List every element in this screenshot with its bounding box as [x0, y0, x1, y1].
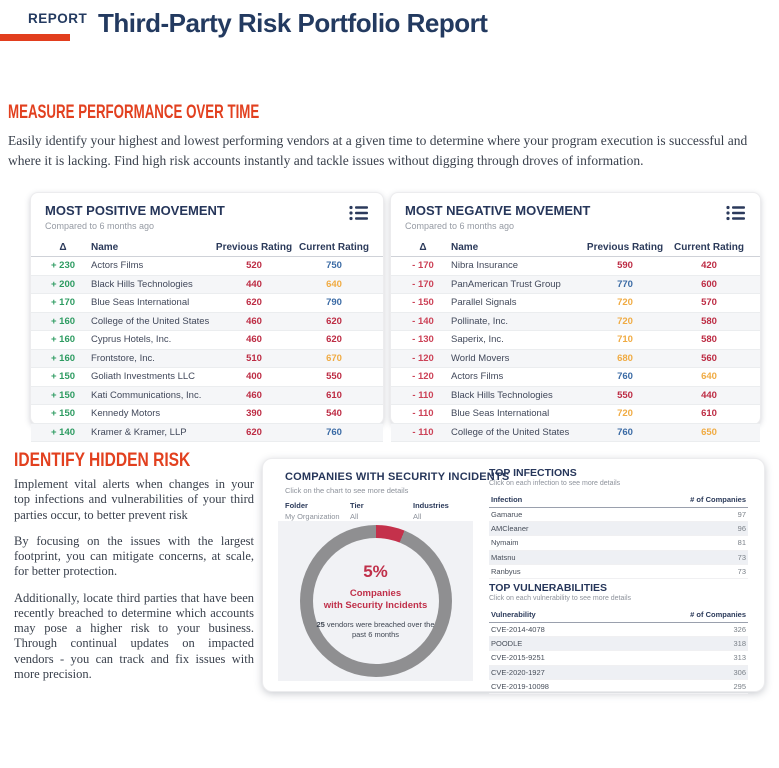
vendor-name: Blue Seas International	[451, 408, 550, 420]
section-heading-identify-hidden-risk: IDENTIFY HIDDEN RISK	[14, 450, 191, 471]
movement-row	[391, 405, 760, 424]
column-delta: Δ	[419, 241, 427, 253]
vendor-name: College of the United States	[91, 315, 210, 327]
delta-value: + 230	[50, 260, 76, 272]
vendor-name: Parallel Signals	[451, 297, 517, 309]
vendor-name: Pollinate, Inc.	[451, 315, 509, 327]
delta-value: - 120	[412, 352, 434, 364]
current-rating: 620	[326, 315, 342, 327]
movement-row	[31, 257, 383, 276]
current-rating: 620	[326, 334, 342, 346]
current-rating: 640	[326, 278, 342, 290]
infection-row[interactable]	[489, 508, 748, 522]
item-name: Gamarue	[491, 510, 523, 520]
delta-value: - 110	[412, 408, 434, 420]
filter-folder-label: Folder	[285, 501, 308, 510]
movement-row	[31, 368, 383, 387]
previous-rating: 460	[246, 389, 262, 401]
top-vulnerabilities-title: TOP VULNERABILITIES	[489, 582, 608, 594]
column-infection: Infection	[491, 495, 523, 504]
vendor-name: Kramer & Kramer, LLP	[91, 426, 187, 438]
previous-rating: 620	[246, 426, 262, 438]
movement-row	[391, 331, 760, 350]
previous-rating: 720	[617, 297, 633, 309]
column-previous-rating: Previous Rating	[215, 241, 293, 253]
companies-count: 318	[733, 639, 746, 649]
companies-count: 81	[737, 538, 746, 548]
vendor-name: Black Hills Technologies	[451, 389, 553, 401]
delta-value: - 110	[412, 389, 434, 401]
vendor-name: Actors Films	[91, 260, 144, 272]
movement-row	[31, 424, 383, 443]
positive-table-body	[31, 257, 383, 442]
chart-filters	[285, 501, 449, 521]
vendor-name: Goliath Investments LLC	[91, 371, 196, 383]
hidden-risk-paragraph: Additionally, locate third parties that have been recently breached to determine which accounts may pose a higher risk to your business. Through continual updates on impacted vendors - you can track and fix issues with more precision.	[14, 590, 254, 681]
vulnerability-row[interactable]	[489, 637, 748, 651]
column-num-companies: # of Companies	[690, 610, 746, 619]
delta-value: - 170	[412, 260, 434, 272]
movement-row	[391, 313, 760, 332]
movement-row	[31, 276, 383, 295]
section-body-measure-performance: Easily identify your highest and lowest performing vendors at a given time to determine where your program execution is successful and where it is lacking. Find high risk accounts instantly and tackle issues without digging through droves of information.	[8, 133, 748, 169]
movement-row	[31, 387, 383, 406]
column-name: Name	[91, 241, 119, 253]
top-infections-body	[489, 508, 748, 579]
movement-row	[391, 257, 760, 276]
movement-row	[31, 350, 383, 369]
previous-rating: 440	[246, 278, 262, 290]
top-infections-title: TOP INFECTIONS	[489, 467, 577, 479]
vulnerability-row[interactable]	[489, 666, 748, 680]
column-delta: Δ	[59, 241, 67, 253]
companies-count: 96	[737, 524, 746, 534]
companies-count: 295	[733, 681, 746, 691]
item-name: CVE-2014-4078	[491, 625, 545, 635]
current-rating: 580	[701, 334, 717, 346]
negative-table-header	[391, 238, 760, 257]
top-vulnerabilities-table	[489, 582, 748, 694]
previous-rating: 460	[246, 334, 262, 346]
security-incidents-title: COMPANIES WITH SECURITY INCIDENTS	[285, 471, 510, 483]
section-heading-measure-performance: MEASURE PERFORMANCE OVER TIME	[8, 102, 260, 123]
item-name: CVE-2015-9251	[491, 653, 545, 663]
current-rating: 610	[326, 389, 342, 401]
current-rating: 580	[701, 315, 717, 327]
item-name: CVE-2019-10098	[491, 681, 549, 691]
infection-row[interactable]	[489, 536, 748, 550]
movement-row	[391, 387, 760, 406]
previous-rating: 390	[246, 408, 262, 420]
filter-tier	[350, 501, 413, 521]
current-rating: 640	[701, 371, 717, 383]
movement-row	[31, 294, 383, 313]
vendor-name: Actors Films	[451, 371, 504, 383]
previous-rating: 720	[617, 315, 633, 327]
vulnerability-row[interactable]	[489, 623, 748, 637]
filter-folder	[285, 501, 350, 521]
page-title: Third-Party Risk Portfolio Report	[98, 8, 488, 38]
current-rating: 540	[326, 408, 342, 420]
infection-row[interactable]	[489, 565, 748, 579]
column-previous-rating: Previous Rating	[586, 241, 664, 253]
current-rating: 570	[701, 297, 717, 309]
previous-rating: 400	[246, 371, 262, 383]
most-negative-movement-card	[390, 192, 761, 438]
delta-value: - 120	[412, 371, 434, 383]
movement-row	[391, 294, 760, 313]
previous-rating: 770	[617, 278, 633, 290]
current-rating: 550	[326, 371, 342, 383]
top-infections-subtitle: Click on each infection to see more details	[489, 480, 621, 487]
item-name: POODLE	[491, 639, 523, 649]
current-rating: 600	[701, 278, 717, 290]
vendor-name: Cyprus Hotels, Inc.	[91, 334, 172, 346]
companies-count: 73	[737, 566, 746, 576]
vendor-name: Frontstore, Inc.	[91, 352, 155, 364]
top-infections-table	[489, 467, 748, 579]
incident-note: 25 vendors were breached over the past 6 months	[316, 620, 435, 639]
donut-chart-area	[278, 521, 473, 681]
movement-row	[31, 405, 383, 424]
vendor-name: Saperix, Inc.	[451, 334, 504, 346]
vendor-name: Nibra Insurance	[451, 260, 519, 272]
item-name: Ranbyus	[491, 566, 521, 576]
delta-value: + 160	[50, 315, 76, 327]
delta-value: + 170	[50, 297, 76, 309]
top-vulnerabilities-header	[489, 608, 748, 623]
column-vulnerability: Vulnerability	[491, 610, 536, 619]
vendor-name: Black Hills Technologies	[91, 278, 193, 290]
positive-card-subtitle: Compared to 6 months ago	[45, 221, 155, 231]
companies-count: 73	[737, 552, 746, 562]
current-rating: 790	[326, 297, 342, 309]
incident-label: Companies with Security Incidents	[323, 588, 428, 612]
vendor-name: Blue Seas International	[91, 297, 190, 309]
positive-card-title: MOST POSITIVE MOVEMENT	[45, 203, 225, 218]
report-badge	[0, 11, 87, 41]
most-positive-movement-card	[30, 192, 384, 438]
delta-value: + 150	[50, 408, 76, 420]
companies-count: 306	[733, 667, 746, 677]
security-incidents-donut-chart[interactable]	[300, 525, 452, 677]
vendor-name: Kennedy Motors	[91, 408, 161, 420]
column-name: Name	[451, 241, 479, 253]
movement-row	[31, 313, 383, 332]
item-name: Matsnu	[491, 552, 516, 562]
filter-industries-value[interactable]: All	[413, 512, 422, 521]
previous-rating: 620	[246, 297, 262, 309]
movement-row	[31, 331, 383, 350]
current-rating: 760	[326, 426, 342, 438]
current-rating: 610	[701, 408, 717, 420]
report-badge-underline	[0, 34, 70, 41]
delta-value: - 130	[412, 334, 434, 346]
vulnerability-row[interactable]	[489, 651, 748, 665]
current-rating: 750	[326, 260, 342, 272]
delta-value: + 140	[50, 426, 76, 438]
previous-rating: 510	[246, 352, 262, 364]
delta-value: + 160	[50, 352, 76, 364]
delta-value: - 110	[412, 426, 434, 438]
movement-row	[391, 350, 760, 369]
current-rating: 440	[701, 389, 717, 401]
filter-tier-value[interactable]: All	[350, 512, 359, 521]
previous-rating: 720	[617, 408, 633, 420]
positive-table-header	[31, 238, 383, 257]
top-infections-header	[489, 493, 748, 508]
previous-rating: 550	[617, 389, 633, 401]
current-rating: 420	[701, 260, 717, 272]
previous-rating: 520	[246, 260, 262, 272]
current-rating: 560	[701, 352, 717, 364]
companies-count: 326	[733, 625, 746, 635]
delta-value: - 140	[412, 315, 434, 327]
companies-count: 97	[737, 510, 746, 520]
previous-rating: 760	[617, 371, 633, 383]
previous-rating: 760	[617, 426, 633, 438]
vendor-name: PanAmerican Trust Group	[451, 278, 561, 290]
previous-rating: 680	[617, 352, 633, 364]
previous-rating: 710	[617, 334, 633, 346]
security-incidents-panel	[262, 458, 765, 692]
delta-value: - 150	[412, 297, 434, 309]
delta-value: + 150	[50, 389, 76, 401]
vendor-name: College of the United States	[451, 426, 570, 438]
filter-folder-value[interactable]: My Organization	[285, 512, 340, 521]
movement-row	[391, 424, 760, 443]
column-current-rating: Current Rating	[299, 241, 369, 253]
infection-row[interactable]	[489, 551, 748, 565]
movement-row	[391, 276, 760, 295]
previous-rating: 590	[617, 260, 633, 272]
delta-value: + 150	[50, 371, 76, 383]
delta-value: + 200	[50, 278, 76, 290]
top-vulnerabilities-body	[489, 623, 748, 694]
donut-center-text	[300, 525, 452, 677]
filter-tier-label: Tier	[350, 501, 364, 510]
column-num-companies: # of Companies	[690, 495, 746, 504]
security-incidents-subtitle: Click on the chart to see more details	[285, 486, 409, 495]
item-name: CVE-2020-1927	[491, 667, 545, 677]
item-name: Nymaim	[491, 538, 519, 548]
previous-rating: 460	[246, 315, 262, 327]
vendor-name: Kati Communications, Inc.	[91, 389, 202, 401]
hidden-risk-paragraph: Implement vital alerts when changes in your top infections and vulnerabilities of your third parties occur, to better prevent risk	[14, 477, 254, 522]
top-vulnerabilities-subtitle: Click on each vulnerability to see more details	[489, 595, 632, 602]
current-rating: 650	[701, 426, 717, 438]
companies-count: 313	[733, 653, 746, 663]
movement-row	[391, 368, 760, 387]
movement-cards	[30, 192, 761, 438]
filter-industries-label: Industries	[413, 501, 449, 510]
column-current-rating: Current Rating	[674, 241, 744, 253]
vulnerability-row[interactable]	[489, 680, 748, 694]
negative-card-title: MOST NEGATIVE MOVEMENT	[405, 203, 591, 218]
infection-row[interactable]	[489, 522, 748, 536]
list-view-icon[interactable]	[726, 205, 746, 226]
section-body-identify-hidden-risk	[14, 477, 254, 693]
list-view-icon[interactable]	[349, 205, 369, 226]
vendor-name: World Movers	[451, 352, 510, 364]
hidden-risk-paragraph: By focusing on the issues with the largest footprint, you can mitigate concerns, at scale, for better protection.	[14, 533, 254, 579]
incident-percent: 5%	[363, 562, 388, 582]
filter-industries	[413, 501, 449, 521]
negative-card-subtitle: Compared to 6 months ago	[405, 221, 515, 231]
current-rating: 670	[326, 352, 342, 364]
delta-value: - 170	[412, 278, 434, 290]
negative-table-body	[391, 257, 760, 442]
report-badge-label: REPORT	[28, 11, 88, 26]
delta-value: + 160	[50, 334, 76, 346]
item-name: AMCleaner	[491, 524, 529, 534]
